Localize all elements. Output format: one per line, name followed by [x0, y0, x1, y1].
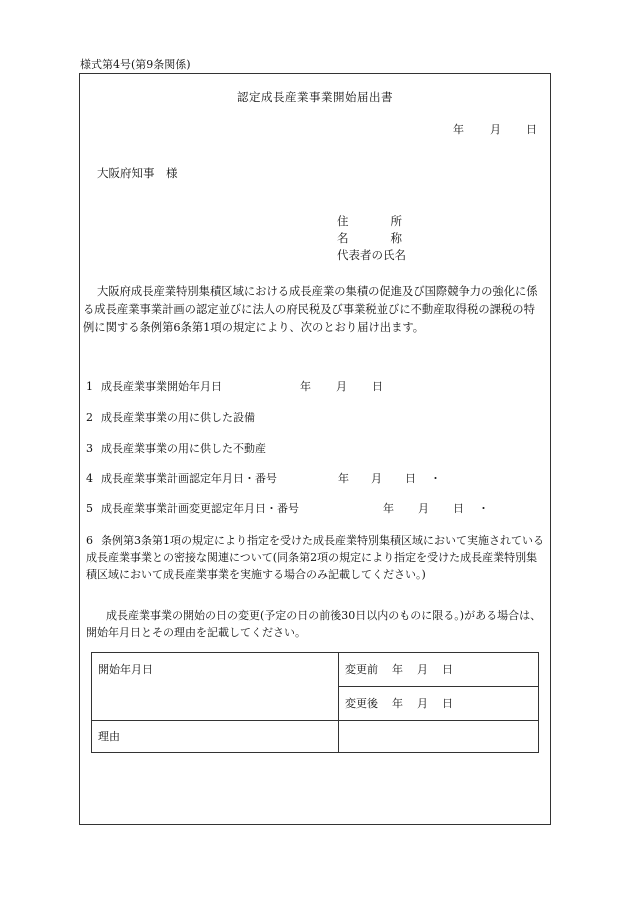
item-5-separator: ・	[478, 502, 489, 515]
item-5-day: 日	[453, 502, 464, 515]
address-label: 住 所	[337, 214, 402, 228]
item-1-month: 月	[336, 380, 347, 393]
item-3: 3 成長産業事業の用に供した不動産	[86, 442, 266, 455]
item-5-month: 月	[418, 502, 429, 515]
item-4-day: 日	[405, 472, 416, 485]
name-label: 名 称	[337, 231, 402, 245]
after-change-row: 変更後 年 月 日	[339, 687, 539, 721]
submission-day: 日	[526, 123, 537, 136]
start-date-change-table	[91, 652, 539, 753]
item-1: 1 成長産業事業開始年月日	[86, 380, 222, 393]
addressee: 大阪府知事 様	[97, 166, 178, 180]
reason-label: 理由	[92, 721, 339, 753]
intro-paragraph: 大阪府成長産業特別集積区域における成長産業の集積の促進及び国際競争力の強化に係る成長産業事業計画の認定並びに法人の府民税及び事業税並びに不動産取得税の課税の特例に関する条例第6条第1項の規定により、次のとおり届け出ます。	[83, 285, 538, 334]
item-1-year: 年	[300, 380, 311, 393]
change-note: 成長産業事業の開始の日の変更(予定の日の前後30日以内のものに限る。)がある場合は、開始年月日とその理由を記載してください。	[86, 609, 542, 640]
reason-value	[339, 721, 539, 753]
item-4: 4 成長産業事業計画認定年月日・番号	[86, 472, 277, 485]
submission-year: 年	[453, 123, 464, 136]
representative-label: 代表者の氏名	[337, 248, 406, 262]
submission-month: 月	[490, 123, 501, 136]
item-4-year: 年	[338, 472, 349, 485]
item-5: 5 成長産業事業計画変更認定年月日・番号	[86, 502, 299, 515]
item-6: 6 条例第3条第1項の規定により指定を受けた成長産業特別集積区域において実施されている成長産業事業との密接な関連について(同条第2項の規定により指定を受けた成長産業特別集積区域において成長産業事業を実施する場合のみ記載してください。)	[86, 534, 544, 582]
before-change-row: 変更前 年 月 日	[339, 653, 539, 687]
item-4-separator: ・	[430, 472, 441, 485]
start-date-label: 開始年月日	[92, 653, 339, 721]
form-number: 様式第4号(第9条関係)	[80, 58, 191, 71]
item-4-month: 月	[371, 472, 382, 485]
item-5-year: 年	[383, 502, 394, 515]
form-title: 認定成長産業事業開始届出書	[237, 90, 393, 104]
item-1-day: 日	[372, 380, 383, 393]
item-2: 2 成長産業事業の用に供した設備	[86, 411, 255, 424]
